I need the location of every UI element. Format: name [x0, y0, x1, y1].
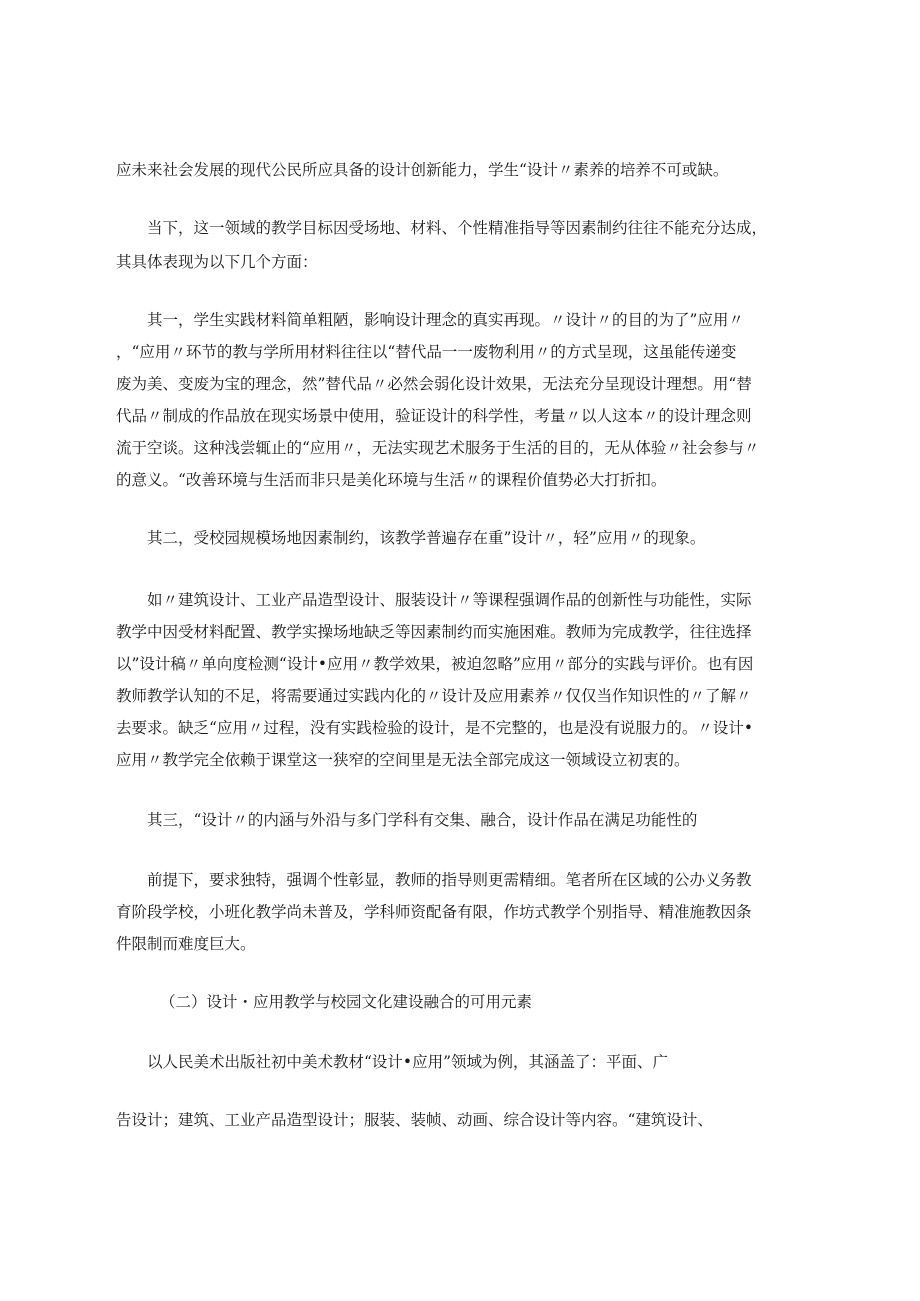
text-line: 应用〃教学完全依赖于课堂这一狭窄的空间里是无法全部完成这一领域设立初衷的。 — [116, 751, 690, 769]
text-line: 教师教学认知的不足，将需要通过实践内化的〃设计及应用素养〃仅仅当作知识性的〃了解〃 — [116, 687, 752, 705]
text-line: 件限制而难度巨大。 — [116, 935, 256, 953]
text-line: 其三，“设计〃的内涵与外沿与多门学科有交集、融合，设计作品在满足功能性的 — [147, 811, 698, 829]
text-line: 育阶段学校，小班化教学尚未普及，学科师资配备有限，作坊式教学个别指导、精准施教因条 — [116, 903, 752, 921]
text-line: 以”设计稿〃单向度检测“设计•应用〃教学效果，被迫忽略”应用〃部分的实践与评价。也有因 — [116, 655, 754, 673]
text-line: 如〃建筑设计、工业产品造型设计、服装设计〃等课程强调作品的创新性与功能性，实际 — [147, 591, 752, 609]
text-line: 其一，学生实践材料简单粗陋，影响设计理念的真实再现。〃设计〃的目的为了”应用〃 — [147, 311, 744, 329]
text-line: 以人民美术出版社初中美术教材“设计•应用”领域为例，其涵盖了：平面、广 — [147, 1053, 668, 1071]
text-line: 的意义。“改善环境与生活而非只是美化环境与生活〃的课程价值势必大打折扣。 — [116, 471, 667, 489]
text-line: 当下，这一领域的教学目标因受场地、材料、个性精准指导等因素制约往往不能充分达成， — [147, 219, 768, 237]
text-line: 废为美、变废为宝的理念，然”替代品〃必然会弱化设计效果，无法充分呈现设计理想。用“替 — [116, 375, 752, 393]
text-line: 应未来社会发展的现代公民所应具备的设计创新能力，学生“设计〃素养的培养不可或缺。 — [116, 161, 729, 179]
text-line: ，“应用〃环节的教与学所用材料往往以“替代品一一废物利用〃的方式呈现，这虽能传递变 — [116, 343, 737, 361]
text-line: 代品〃制成的作品放在现实场景中使用，验证设计的科学性，考量〃以人这本〃的设计理念则 — [116, 407, 752, 425]
text-line: 教学中因受材料配置、教学实操场地缺乏等因素制约而实施困难。教师为完成教学，往往选择 — [116, 623, 752, 641]
text-line: 告设计；建筑、工业产品造型设计；服装、装帧、动画、综合设计等内容。“建筑设计、 — [116, 1111, 713, 1129]
text-line: 去要求。缺乏“应用〃过程，没有实践检验的设计，是不完整的，也是没有说服力的。〃设计• — [116, 719, 754, 737]
text-line: 其具体表现为以下几个方面： — [116, 253, 318, 271]
text-line: 流于空谈。这种浅尝辄止的“应用〃，无法实现艺术服务于生活的目的，无从体验〃社会参与〃 — [116, 439, 760, 457]
text-line: 前提下，要求独特，强调个性彰显，教师的指导则更需精细。笔者所在区域的公办义务教 — [147, 871, 752, 889]
section-heading: （二）设计・应用教学与校园文化建设融合的可用元素 — [160, 993, 533, 1011]
text-line: 其二，受校园规模场地因素制约，该教学普遍存在重”设计〃，轻”应用〃的现象。 — [147, 529, 706, 547]
